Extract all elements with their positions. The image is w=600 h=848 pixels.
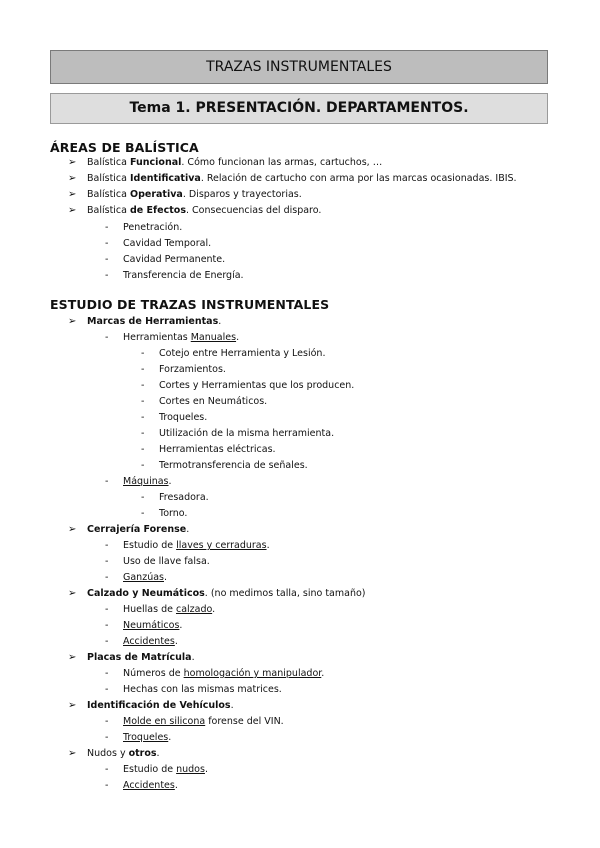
- section-heading-trazas: ESTUDIO DE TRAZAS INSTRUMENTALES: [50, 297, 330, 312]
- arrow-bullet-icon: ➢: [68, 652, 77, 663]
- list-item: [87, 588, 366, 600]
- list-item-text: Utilización de la misma herramienta.: [159, 428, 335, 439]
- list-item-text: Forzamientos.: [159, 364, 226, 375]
- dash-bullet-icon: -: [105, 732, 109, 743]
- arrow-bullet-icon: ➢: [68, 205, 77, 216]
- list-item-text: .: [218, 316, 222, 327]
- underlined-term: Accidentes: [123, 636, 175, 647]
- list-item-text: Herramientas eléctricas.: [159, 444, 276, 455]
- underlined-term: nudos: [176, 764, 205, 775]
- underlined-term: Manuales: [190, 332, 237, 343]
- dash-bullet-icon: -: [105, 476, 109, 487]
- list-item: [159, 396, 267, 408]
- list-item: [123, 636, 178, 648]
- list-item: [123, 572, 167, 584]
- list-item-text: .: [179, 620, 183, 631]
- list-item: [123, 270, 244, 282]
- list-item: [123, 716, 284, 728]
- list-item: [159, 444, 276, 456]
- document-title: TRAZAS INSTRUMENTALES: [206, 59, 392, 75]
- dash-bullet-icon: -: [141, 460, 145, 471]
- list-item: [87, 524, 189, 536]
- underlined-term: calzado: [175, 604, 213, 615]
- dash-bullet-icon: -: [141, 380, 145, 391]
- arrow-bullet-icon: ➢: [68, 157, 77, 168]
- list-item: [123, 540, 270, 552]
- list-item: [87, 700, 234, 712]
- list-item: [159, 428, 334, 440]
- list-item: [159, 364, 226, 376]
- dash-bullet-icon: -: [141, 428, 145, 439]
- list-item-text: Balística: [87, 205, 130, 216]
- underlined-term: Accidentes: [123, 780, 175, 791]
- bold-term: otros: [128, 748, 157, 759]
- list-item-text: Penetración.: [123, 222, 183, 233]
- list-item: [87, 205, 321, 217]
- dash-bullet-icon: -: [105, 764, 109, 775]
- list-item-text: .: [168, 476, 172, 487]
- bold-term: Calzado y Neumáticos: [87, 588, 205, 599]
- list-item-text: Transferencia de Energía.: [123, 270, 244, 281]
- list-item-text: Cotejo entre Herramienta y Lesión.: [159, 348, 326, 359]
- list-item-text: Cortes y Herramientas que los producen.: [159, 380, 355, 391]
- list-item-text: forense del VIN.: [205, 716, 284, 727]
- dash-bullet-icon: -: [141, 364, 145, 375]
- list-item-text: Balística: [87, 189, 130, 200]
- list-item-text: .: [163, 572, 168, 583]
- list-item-text: . (no medimos talla, sino tamaño): [204, 588, 366, 599]
- list-item-text: .: [174, 636, 178, 647]
- list-item: [123, 780, 178, 792]
- list-item-text: .: [191, 652, 195, 663]
- underlined-term: Neumáticos: [123, 620, 180, 631]
- bold-term: Operativa: [130, 189, 183, 200]
- list-item: [87, 173, 517, 185]
- dash-bullet-icon: -: [105, 332, 109, 343]
- dash-bullet-icon: -: [105, 270, 109, 281]
- list-item: [159, 380, 354, 392]
- dash-bullet-icon: -: [105, 620, 109, 631]
- dash-bullet-icon: -: [141, 396, 145, 407]
- underlined-term: Troqueles: [123, 732, 169, 743]
- bold-term: Funcional: [130, 157, 182, 168]
- list-item: [87, 189, 302, 201]
- list-item-text: Huellas de: [123, 604, 176, 615]
- list-item: [123, 254, 225, 266]
- list-item: [123, 668, 324, 680]
- list-item-text: Troqueles.: [159, 412, 208, 423]
- dash-bullet-icon: -: [105, 684, 109, 695]
- list-item: [87, 748, 160, 760]
- arrow-bullet-icon: ➢: [68, 700, 77, 711]
- list-item: [123, 238, 211, 250]
- underlined-term: Molde en silicona: [123, 716, 206, 727]
- underlined-term: llaves y cerraduras: [176, 540, 267, 551]
- arrow-bullet-icon: ➢: [68, 316, 77, 327]
- list-item-text: .: [174, 780, 178, 791]
- list-item: [159, 348, 325, 360]
- dash-bullet-icon: -: [105, 716, 109, 727]
- list-item-text: .: [321, 668, 325, 679]
- list-item: [123, 620, 182, 632]
- underlined-term: Ganzúas: [123, 572, 164, 583]
- dash-bullet-icon: -: [141, 492, 145, 503]
- list-item-text: Torno.: [159, 508, 188, 519]
- section-heading-balistica: ÁREAS DE BALÍSTICA: [50, 140, 199, 155]
- list-item-text: . Consecuencias del disparo.: [185, 205, 322, 216]
- list-item-text: Cavidad Permanente.: [123, 254, 226, 265]
- underlined-term: homologación y manipulador: [183, 668, 322, 679]
- list-item-text: Balística: [87, 173, 130, 184]
- list-item-text: Cavidad Temporal.: [123, 238, 212, 249]
- list-item-text: .: [156, 748, 160, 759]
- dash-bullet-icon: -: [141, 348, 145, 359]
- list-item-text: .: [212, 604, 216, 615]
- list-item: [159, 460, 308, 472]
- bold-term: Marcas de Herramientas: [87, 316, 219, 327]
- list-item-text: Números de: [123, 668, 184, 679]
- list-item: [159, 508, 187, 520]
- list-item: [123, 684, 282, 696]
- list-item-text: . Relación de cartucho con arma por las marcas ocasionadas. IBIS.: [200, 173, 517, 184]
- list-item: [87, 316, 221, 328]
- list-item-text: Fresadora.: [159, 492, 209, 503]
- dash-bullet-icon: -: [105, 556, 109, 567]
- list-item-text: Cortes en Neumáticos.: [159, 396, 268, 407]
- bold-term: Placas de Matrícula: [87, 652, 192, 663]
- list-item-text: Estudio de: [123, 764, 177, 775]
- list-item: [123, 332, 239, 344]
- list-item: [123, 764, 208, 776]
- list-item-text: . Cómo funcionan las armas, cartuchos, …: [181, 157, 383, 168]
- list-item-text: .: [186, 524, 190, 535]
- list-item-text: Uso de llave falsa.: [123, 556, 210, 567]
- arrow-bullet-icon: ➢: [68, 189, 77, 200]
- list-item: [159, 412, 207, 424]
- bold-term: Identificativa: [130, 173, 201, 184]
- dash-bullet-icon: -: [105, 222, 109, 233]
- dash-bullet-icon: -: [105, 780, 109, 791]
- topic-title: Tema 1. PRESENTACIÓN. DEPARTAMENTOS.: [129, 100, 469, 116]
- document-title-banner: [50, 50, 548, 84]
- arrow-bullet-icon: ➢: [68, 748, 77, 759]
- list-item-text: .: [266, 540, 270, 551]
- list-item-text: Herramientas: [123, 332, 191, 343]
- dash-bullet-icon: -: [105, 636, 109, 647]
- list-item-text: .: [236, 332, 240, 343]
- list-item-text: .: [204, 764, 208, 775]
- dash-bullet-icon: -: [105, 604, 109, 615]
- arrow-bullet-icon: ➢: [68, 588, 77, 599]
- list-item-text: . Disparos y trayectorias.: [182, 189, 302, 200]
- dash-bullet-icon: -: [141, 412, 145, 423]
- dash-bullet-icon: -: [105, 238, 109, 249]
- list-item-text: Estudio de: [123, 540, 177, 551]
- list-item: [123, 556, 210, 568]
- list-item: [159, 492, 209, 504]
- bold-term: Cerrajería Forense: [87, 524, 187, 535]
- list-item-text: Balística: [87, 157, 130, 168]
- arrow-bullet-icon: ➢: [68, 524, 77, 535]
- list-item: [87, 652, 195, 664]
- dash-bullet-icon: -: [105, 540, 109, 551]
- list-item: [123, 604, 215, 616]
- list-item-text: Termotransferencia de señales.: [159, 460, 308, 471]
- list-item-text: .: [230, 700, 234, 711]
- list-item: [123, 732, 171, 744]
- dash-bullet-icon: -: [105, 572, 109, 583]
- dash-bullet-icon: -: [105, 668, 109, 679]
- list-item-text: Hechas con las mismas matrices.: [123, 684, 282, 695]
- list-item: [87, 157, 382, 169]
- topic-title-banner: [50, 93, 548, 124]
- bold-term: Identificación de Vehículos: [87, 700, 231, 711]
- list-item-text: Nudos y: [87, 748, 129, 759]
- dash-bullet-icon: -: [105, 254, 109, 265]
- list-item: [123, 476, 172, 488]
- list-item-text: .: [168, 732, 172, 743]
- dash-bullet-icon: -: [141, 444, 145, 455]
- arrow-bullet-icon: ➢: [68, 173, 77, 184]
- underlined-term: Máquinas: [123, 476, 169, 487]
- dash-bullet-icon: -: [141, 508, 145, 519]
- bold-term: de Efectos: [130, 205, 186, 216]
- list-item: [123, 222, 182, 234]
